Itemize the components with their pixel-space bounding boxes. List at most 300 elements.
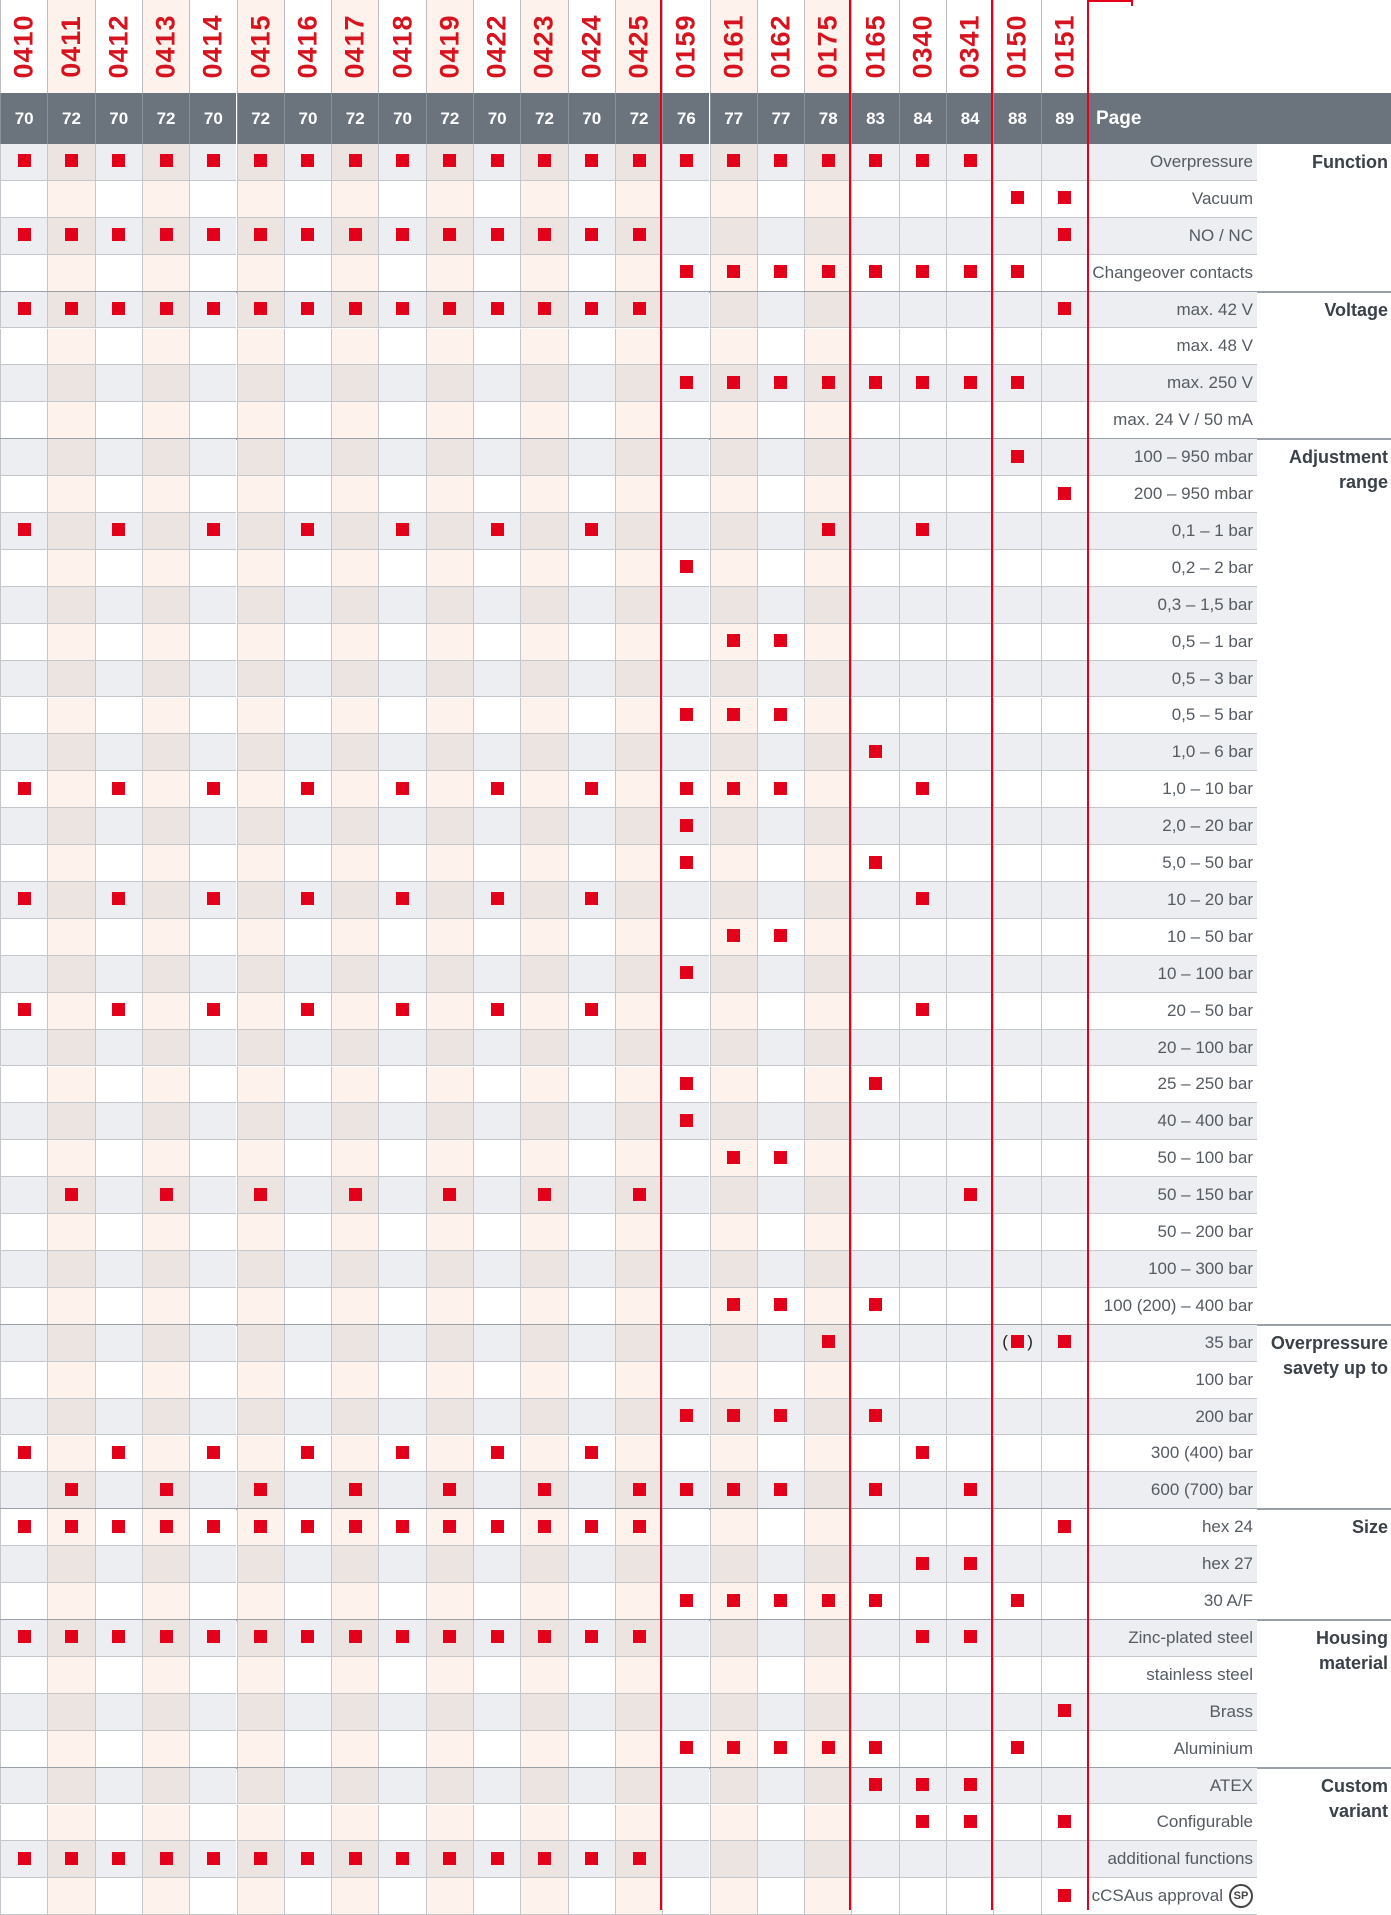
matrix-cell xyxy=(520,1731,567,1768)
matrix-cell xyxy=(1041,1288,1088,1325)
matrix-cell xyxy=(0,661,47,698)
matrix-cell xyxy=(0,734,47,771)
check-mark xyxy=(1011,1741,1024,1754)
matrix-cell xyxy=(1041,550,1088,587)
check-mark xyxy=(396,154,409,167)
matrix-cell xyxy=(189,993,236,1030)
product-code-header xyxy=(95,0,142,93)
row-label xyxy=(1088,1251,1257,1288)
matrix-cell xyxy=(142,329,189,366)
matrix-cell xyxy=(710,144,757,181)
matrix-cell xyxy=(757,993,804,1030)
matrix-cell xyxy=(710,1620,757,1657)
matrix-cell xyxy=(95,1399,142,1436)
product-code-header xyxy=(426,0,473,93)
row-label xyxy=(1088,1030,1257,1067)
matrix-cell xyxy=(615,1472,662,1509)
matrix-cell xyxy=(804,993,851,1030)
matrix-cell xyxy=(946,1399,993,1436)
matrix-cell xyxy=(378,882,425,919)
row-label xyxy=(1088,698,1257,735)
row-label xyxy=(1088,1583,1257,1620)
row-label xyxy=(1088,734,1257,771)
matrix-cell xyxy=(662,292,709,329)
matrix-cell xyxy=(993,1214,1040,1251)
matrix-cell xyxy=(804,1768,851,1805)
matrix-cell xyxy=(284,218,331,255)
product-code-header xyxy=(520,0,567,93)
matrix-cell xyxy=(710,1030,757,1067)
matrix-cell xyxy=(757,292,804,329)
check-mark xyxy=(112,154,125,167)
matrix-cell xyxy=(710,329,757,366)
matrix-cell xyxy=(284,513,331,550)
matrix-cell xyxy=(142,365,189,402)
matrix-cell xyxy=(946,476,993,513)
matrix-cell xyxy=(993,808,1040,845)
matrix-cell xyxy=(95,1472,142,1509)
matrix-cell xyxy=(710,1399,757,1436)
matrix-cell xyxy=(710,1805,757,1842)
row-label-text: 50 – 100 bar xyxy=(1157,1148,1253,1168)
matrix-cell xyxy=(757,513,804,550)
matrix-cell xyxy=(946,144,993,181)
matrix-cell xyxy=(47,513,94,550)
matrix-cell xyxy=(189,1657,236,1694)
matrix-cell xyxy=(189,1436,236,1473)
matrix-cell xyxy=(331,292,378,329)
matrix-cell xyxy=(237,661,284,698)
matrix-cell xyxy=(851,661,898,698)
matrix-cell xyxy=(237,734,284,771)
matrix-cell xyxy=(615,365,662,402)
matrix-cell xyxy=(378,956,425,993)
matrix-cell xyxy=(95,624,142,661)
matrix-cell xyxy=(95,255,142,292)
product-code-header xyxy=(757,0,804,93)
matrix-cell xyxy=(95,1436,142,1473)
check-mark xyxy=(18,1630,31,1643)
matrix-cell xyxy=(331,1177,378,1214)
matrix-cell xyxy=(142,1768,189,1805)
matrix-cell xyxy=(378,1583,425,1620)
matrix-cell xyxy=(804,402,851,439)
matrix-cell xyxy=(710,292,757,329)
matrix-cell xyxy=(568,1546,615,1583)
matrix-cell xyxy=(378,292,425,329)
matrix-cell xyxy=(1041,218,1088,255)
matrix-cell xyxy=(520,218,567,255)
product-code-header xyxy=(710,0,757,93)
matrix-cell xyxy=(520,734,567,771)
check-mark xyxy=(869,856,882,869)
matrix-cell xyxy=(426,661,473,698)
matrix-cell xyxy=(473,734,520,771)
check-mark xyxy=(680,376,693,389)
matrix-cell xyxy=(710,1362,757,1399)
check-mark xyxy=(396,1520,409,1533)
check-mark xyxy=(443,154,456,167)
matrix-cell xyxy=(189,1841,236,1878)
matrix-cell xyxy=(993,1731,1040,1768)
matrix-cell xyxy=(851,1472,898,1509)
matrix-cell xyxy=(0,144,47,181)
matrix-cell xyxy=(331,1509,378,1546)
check-mark xyxy=(207,892,220,905)
check-mark xyxy=(396,1630,409,1643)
paren-close: ) xyxy=(1027,1331,1033,1351)
matrix-cell xyxy=(946,1620,993,1657)
matrix-cell xyxy=(473,956,520,993)
matrix-cell xyxy=(851,845,898,882)
row-label-text: 300 (400) bar xyxy=(1150,1443,1253,1463)
matrix-cell xyxy=(331,255,378,292)
product-code-header xyxy=(804,0,851,93)
matrix-cell xyxy=(899,550,946,587)
matrix-cell xyxy=(568,1841,615,1878)
csa-icon: SP xyxy=(1229,1884,1253,1908)
matrix-cell xyxy=(946,365,993,402)
matrix-cell xyxy=(710,661,757,698)
matrix-cell xyxy=(189,218,236,255)
matrix-cell xyxy=(615,144,662,181)
matrix-cell xyxy=(95,1694,142,1731)
product-code: 0418 xyxy=(387,14,418,79)
matrix-cell xyxy=(237,587,284,624)
check-mark xyxy=(964,1778,977,1791)
matrix-cell xyxy=(0,956,47,993)
check-mark xyxy=(585,1520,598,1533)
matrix-cell xyxy=(237,1399,284,1436)
matrix-cell xyxy=(615,734,662,771)
matrix-cell xyxy=(142,587,189,624)
matrix-cell xyxy=(189,513,236,550)
matrix-cell xyxy=(804,734,851,771)
matrix-cell xyxy=(284,1030,331,1067)
matrix-cell xyxy=(520,882,567,919)
matrix-cell xyxy=(520,181,567,218)
matrix-cell xyxy=(189,1251,236,1288)
matrix-cell xyxy=(189,1399,236,1436)
row-label-text: 100 (200) – 400 bar xyxy=(1103,1295,1253,1315)
product-code: 0425 xyxy=(623,14,654,79)
matrix-cell xyxy=(615,329,662,366)
matrix-cell xyxy=(284,1103,331,1140)
matrix-cell xyxy=(804,1878,851,1915)
matrix-cell xyxy=(520,1657,567,1694)
matrix-cell xyxy=(426,1878,473,1915)
matrix-cell xyxy=(568,587,615,624)
matrix-cell xyxy=(946,587,993,624)
matrix-cell xyxy=(47,181,94,218)
row-label-text: 200 – 950 mbar xyxy=(1133,484,1253,504)
matrix-cell xyxy=(520,624,567,661)
matrix-cell xyxy=(378,698,425,735)
check-mark xyxy=(1058,1335,1071,1348)
matrix-cell xyxy=(0,402,47,439)
matrix-cell xyxy=(615,476,662,513)
matrix-cell xyxy=(189,1030,236,1067)
matrix-cell xyxy=(142,1620,189,1657)
matrix-cell xyxy=(615,218,662,255)
page-number: 70 xyxy=(473,93,520,144)
matrix-cell xyxy=(142,771,189,808)
matrix-cell xyxy=(615,1620,662,1657)
page-number: 76 xyxy=(662,93,709,144)
check-mark xyxy=(207,1630,220,1643)
matrix-cell xyxy=(331,771,378,808)
matrix-cell xyxy=(95,808,142,845)
matrix-cell xyxy=(710,1251,757,1288)
matrix-cell xyxy=(378,1878,425,1915)
matrix-cell xyxy=(899,661,946,698)
matrix-cell xyxy=(804,365,851,402)
check-mark xyxy=(633,1188,646,1201)
matrix-cell xyxy=(331,587,378,624)
check-mark xyxy=(680,966,693,979)
matrix-cell xyxy=(662,439,709,476)
matrix-cell xyxy=(662,734,709,771)
check-mark xyxy=(727,929,740,942)
check-mark xyxy=(207,154,220,167)
matrix-cell xyxy=(899,1546,946,1583)
matrix-cell xyxy=(47,624,94,661)
matrix-cell xyxy=(568,1657,615,1694)
product-code: 0340 xyxy=(907,14,938,79)
matrix-cell xyxy=(851,329,898,366)
row-label-text: Zinc-plated steel xyxy=(1128,1627,1253,1647)
matrix-cell xyxy=(757,1878,804,1915)
matrix-cell xyxy=(520,1325,567,1362)
matrix-cell xyxy=(0,771,47,808)
row-label-text: 35 bar xyxy=(1204,1332,1253,1352)
row-label xyxy=(1088,1436,1257,1473)
matrix-cell xyxy=(47,1805,94,1842)
row-label xyxy=(1088,808,1257,845)
check-mark xyxy=(585,1446,598,1459)
matrix-cell xyxy=(284,1067,331,1104)
matrix-cell xyxy=(615,292,662,329)
product-code-header xyxy=(662,0,709,93)
matrix-cell xyxy=(757,218,804,255)
check-mark xyxy=(301,523,314,536)
check-mark xyxy=(207,523,220,536)
check-mark xyxy=(585,302,598,315)
matrix-cell xyxy=(237,808,284,845)
matrix-cell xyxy=(946,1805,993,1842)
matrix-cell xyxy=(0,550,47,587)
matrix-cell xyxy=(47,919,94,956)
matrix-cell xyxy=(284,439,331,476)
matrix-cell xyxy=(473,1362,520,1399)
matrix-cell xyxy=(568,181,615,218)
matrix-cell xyxy=(946,513,993,550)
matrix-cell xyxy=(142,1805,189,1842)
matrix-cell xyxy=(662,587,709,624)
matrix-cell xyxy=(851,587,898,624)
check-mark xyxy=(774,376,787,389)
matrix-cell xyxy=(520,698,567,735)
matrix-cell xyxy=(142,1140,189,1177)
matrix-cell xyxy=(142,1362,189,1399)
matrix-cell xyxy=(1041,1731,1088,1768)
matrix-cell xyxy=(1041,1214,1088,1251)
matrix-cell xyxy=(615,587,662,624)
matrix-cell xyxy=(237,919,284,956)
matrix-cell xyxy=(189,329,236,366)
matrix-cell xyxy=(851,181,898,218)
matrix-cell xyxy=(946,734,993,771)
matrix-cell xyxy=(1041,513,1088,550)
matrix-cell xyxy=(710,956,757,993)
row-label-text: 50 – 150 bar xyxy=(1157,1185,1253,1205)
matrix-cell xyxy=(142,181,189,218)
check-mark xyxy=(396,523,409,536)
matrix-cell xyxy=(662,1067,709,1104)
matrix-cell xyxy=(426,255,473,292)
check-mark xyxy=(491,1520,504,1533)
matrix-cell xyxy=(851,1325,898,1362)
check-mark xyxy=(964,154,977,167)
check-mark xyxy=(727,634,740,647)
matrix-cell xyxy=(237,513,284,550)
check-mark xyxy=(774,265,787,278)
matrix-cell xyxy=(237,144,284,181)
matrix-cell xyxy=(899,1067,946,1104)
matrix-cell xyxy=(757,1399,804,1436)
matrix-cell xyxy=(284,624,331,661)
matrix-cell xyxy=(284,1325,331,1362)
check-mark xyxy=(774,1741,787,1754)
check-mark xyxy=(207,302,220,315)
matrix-cell xyxy=(142,1177,189,1214)
row-label xyxy=(1088,292,1257,329)
matrix-cell xyxy=(946,771,993,808)
matrix-cell xyxy=(189,1325,236,1362)
matrix-cell xyxy=(851,1399,898,1436)
check-mark xyxy=(680,1594,693,1607)
matrix-cell xyxy=(378,1731,425,1768)
check-mark xyxy=(18,892,31,905)
check-mark xyxy=(160,1520,173,1533)
row-label-text: hex 24 xyxy=(1201,1517,1253,1537)
product-code-header xyxy=(615,0,662,93)
matrix-cell xyxy=(757,771,804,808)
matrix-cell xyxy=(189,292,236,329)
matrix-cell xyxy=(284,993,331,1030)
check-mark xyxy=(1058,1520,1071,1533)
matrix-cell xyxy=(189,476,236,513)
matrix-cell xyxy=(899,587,946,624)
check-mark xyxy=(1058,191,1071,204)
matrix-cell xyxy=(426,365,473,402)
matrix-cell xyxy=(804,218,851,255)
matrix-cell xyxy=(426,1694,473,1731)
matrix-cell xyxy=(662,1657,709,1694)
page-number: 70 xyxy=(95,93,142,144)
matrix-cell xyxy=(378,1657,425,1694)
matrix-cell xyxy=(1041,993,1088,1030)
product-code: 0150 xyxy=(1001,14,1032,79)
check-mark xyxy=(633,1483,646,1496)
check-mark xyxy=(65,302,78,315)
matrix-cell xyxy=(378,402,425,439)
matrix-cell xyxy=(568,1509,615,1546)
matrix-cell xyxy=(0,1177,47,1214)
matrix-cell xyxy=(0,1768,47,1805)
matrix-cell xyxy=(142,439,189,476)
matrix-cell xyxy=(0,1325,47,1362)
matrix-cell xyxy=(47,1362,94,1399)
matrix-cell xyxy=(520,1362,567,1399)
matrix-cell xyxy=(804,1103,851,1140)
matrix-cell xyxy=(95,661,142,698)
matrix-cell xyxy=(804,1140,851,1177)
matrix-cell xyxy=(662,1694,709,1731)
matrix-cell xyxy=(851,1878,898,1915)
row-label xyxy=(1088,1841,1257,1878)
matrix-cell xyxy=(899,956,946,993)
matrix-cell xyxy=(568,439,615,476)
matrix-cell xyxy=(899,1251,946,1288)
paren-open: ( xyxy=(1002,1331,1008,1351)
matrix-cell xyxy=(615,1325,662,1362)
product-code-header xyxy=(568,0,615,93)
matrix-cell xyxy=(189,1805,236,1842)
matrix-cell xyxy=(95,181,142,218)
matrix-cell xyxy=(946,1546,993,1583)
matrix-cell xyxy=(95,698,142,735)
matrix-cell xyxy=(331,365,378,402)
matrix-cell xyxy=(284,1546,331,1583)
matrix-cell xyxy=(473,919,520,956)
check-mark xyxy=(160,1852,173,1865)
row-label-text: Overpressure xyxy=(1150,151,1253,171)
row-label xyxy=(1088,1694,1257,1731)
matrix-cell xyxy=(615,1509,662,1546)
check-mark xyxy=(680,782,693,795)
matrix-cell xyxy=(520,1214,567,1251)
matrix-cell xyxy=(378,624,425,661)
check-mark xyxy=(349,1852,362,1865)
matrix-cell xyxy=(142,1694,189,1731)
matrix-cell xyxy=(946,218,993,255)
matrix-cell xyxy=(662,1546,709,1583)
matrix-cell xyxy=(331,1620,378,1657)
matrix-cell xyxy=(662,1030,709,1067)
row-label xyxy=(1088,476,1257,513)
matrix-cell xyxy=(47,771,94,808)
matrix-cell xyxy=(520,1768,567,1805)
check-mark xyxy=(207,1446,220,1459)
matrix-cell xyxy=(47,1731,94,1768)
check-mark xyxy=(112,782,125,795)
matrix-cell xyxy=(142,513,189,550)
matrix-cell xyxy=(473,993,520,1030)
matrix-cell xyxy=(993,1878,1040,1915)
matrix-cell xyxy=(95,882,142,919)
check-mark xyxy=(680,1077,693,1090)
matrix-cell xyxy=(993,550,1040,587)
matrix-cell xyxy=(284,1362,331,1399)
matrix-cell xyxy=(426,550,473,587)
matrix-cell xyxy=(473,1731,520,1768)
check-mark xyxy=(112,892,125,905)
matrix-cell xyxy=(615,1399,662,1436)
matrix-cell xyxy=(142,698,189,735)
matrix-cell xyxy=(237,771,284,808)
check-mark xyxy=(491,892,504,905)
